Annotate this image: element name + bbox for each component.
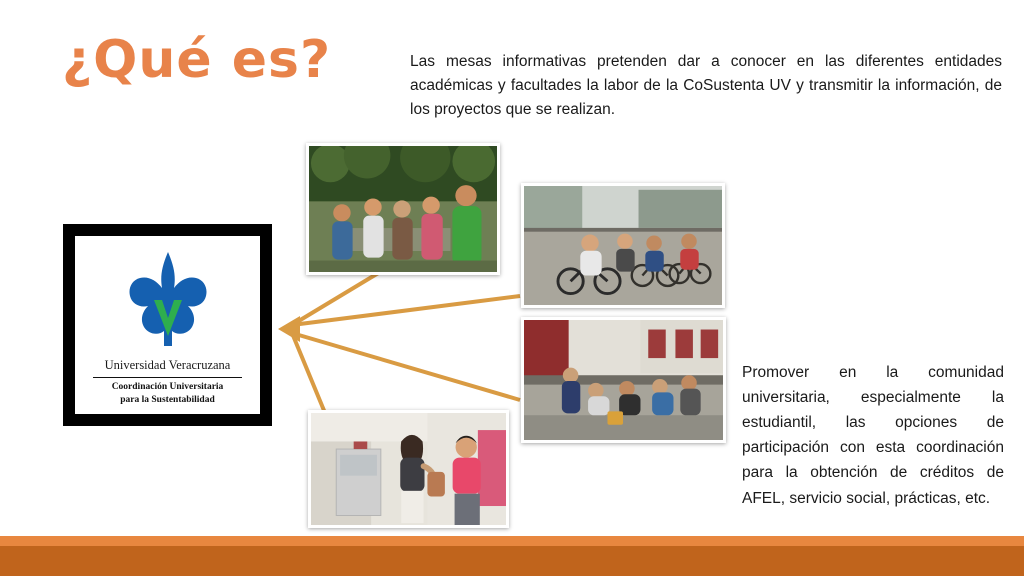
- accent-bar: [0, 536, 1024, 546]
- uv-logo-inner: [73, 234, 262, 416]
- fleur-de-lis-v-icon: [122, 250, 214, 354]
- page-title: ¿Qué es?: [62, 30, 332, 90]
- photo-street-cleanup: [521, 317, 726, 443]
- logo-university-name: Universidad Veracruzana: [104, 358, 231, 372]
- intro-paragraph: Las mesas informativas pretenden dar a conocer en las diferentes entidades académicas y facultades la labor de la CoSustenta UV y transmitir la información, de los proyectos que se realizan.: [410, 53, 1002, 119]
- photo-water-fountain: [308, 410, 509, 528]
- uv-logo-box: [63, 224, 272, 426]
- photo-bicycle-ride: [521, 183, 725, 308]
- logo-subtitle-line1: Coordinación Universitaria: [111, 382, 224, 392]
- logo-divider: [93, 377, 242, 378]
- promotion-paragraph: Promover en la comunidad universitaria, especialmente la estudiantil, las opciones de participación con esta coordinación para la obtención de créditos de AFEL, servicio social, prácticas, etc.: [742, 364, 1004, 507]
- photo-community-garden: [306, 143, 500, 275]
- logo-subtitle-line2: para la Sustentabilidad: [120, 395, 215, 405]
- footer-bar: [0, 546, 1024, 576]
